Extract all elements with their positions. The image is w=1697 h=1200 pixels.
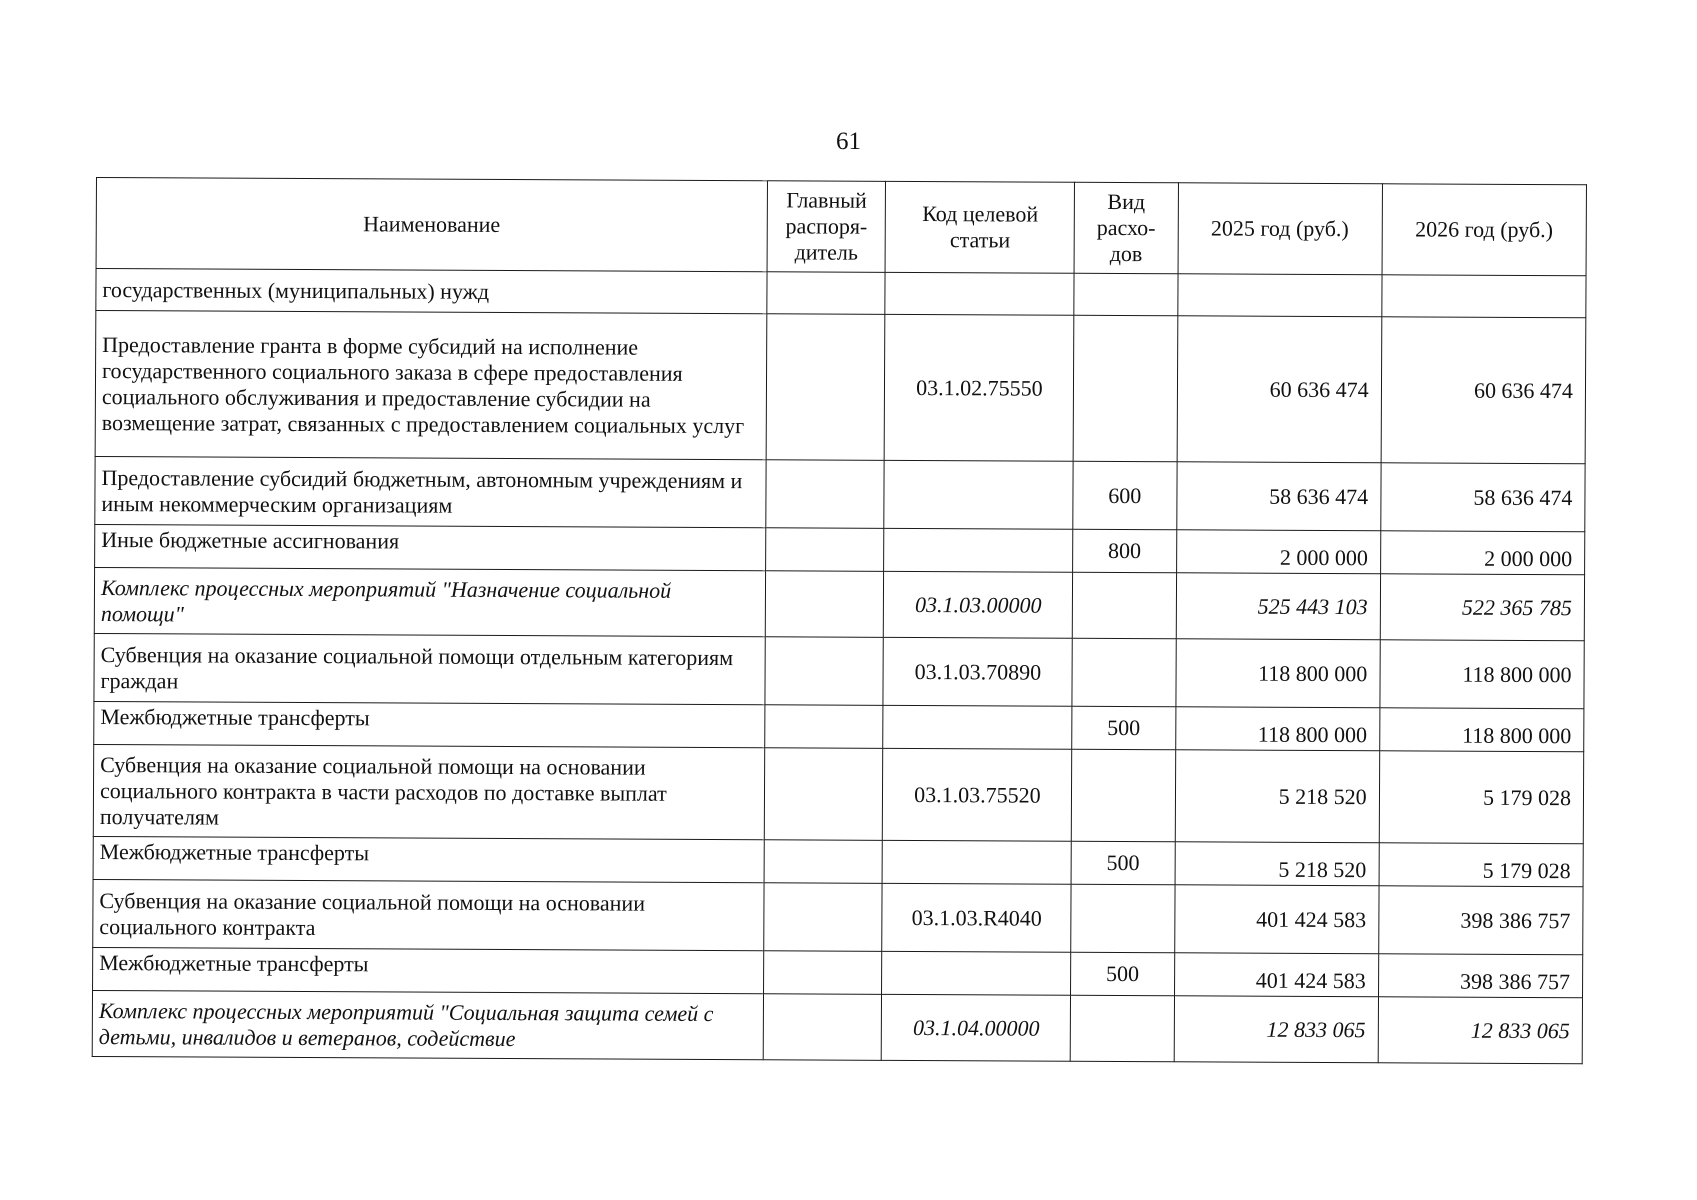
row-code: 03.1.04.00000 (882, 994, 1071, 1061)
table-row (95, 456, 1585, 531)
row-2026: 5 179 028 (1379, 843, 1583, 887)
header-2026: 2026 год (руб.) (1382, 184, 1587, 276)
row-manager (765, 571, 884, 638)
header-name: Наименование (96, 178, 767, 272)
row-name: Иные бюджетные ассигнования (95, 524, 766, 570)
row-2025: 118 800 000 (1175, 707, 1379, 751)
row-type (1072, 749, 1176, 842)
row-type (1070, 995, 1174, 1062)
row-manager (766, 314, 885, 461)
row-type (1071, 884, 1175, 953)
page-number: 61 (836, 128, 861, 155)
table-row (92, 990, 1582, 1063)
row-2026: 118 800 000 (1379, 708, 1583, 752)
row-2025: 401 424 583 (1174, 953, 1378, 997)
row-type: 500 (1072, 706, 1175, 750)
row-manager (763, 951, 882, 995)
header-code: Код целевой статьи (885, 181, 1074, 273)
header-type: Вид расхо-дов (1074, 182, 1178, 274)
row-2025 (1177, 274, 1381, 317)
row-manager (767, 272, 886, 315)
row-name: Комплекс процессных мероприятий "Назначение социальной помощи" (94, 567, 765, 636)
row-name: Комплекс процессных мероприятий "Социальная защита семей с детьми, инвалидов и ветеранов, содействие (92, 990, 763, 1059)
row-type: 500 (1071, 952, 1174, 996)
table-row (96, 269, 1586, 318)
table-row (93, 836, 1583, 886)
row-code (884, 528, 1073, 572)
row-code (882, 951, 1071, 995)
row-2025: 5 218 520 (1175, 842, 1379, 886)
row-2025: 5 218 520 (1175, 750, 1380, 843)
row-2026: 118 800 000 (1380, 640, 1585, 709)
row-2026: 60 636 474 (1381, 317, 1586, 464)
row-manager (763, 994, 882, 1061)
row-type (1073, 572, 1177, 639)
row-code: 03.1.02.75550 (885, 314, 1075, 461)
row-manager (765, 705, 884, 749)
row-2025: 58 636 474 (1176, 462, 1381, 531)
row-type (1073, 315, 1177, 462)
table-row (94, 567, 1584, 640)
row-manager (764, 840, 883, 884)
row-code: 03.1.03.00000 (884, 571, 1073, 638)
row-type: 500 (1071, 841, 1174, 885)
row-2025: 60 636 474 (1177, 316, 1382, 463)
table-row (93, 879, 1583, 954)
row-type: 800 (1073, 529, 1176, 573)
row-name: Предоставление гранта в форме субсидий на исполнение государственного социального заказа в сфере предоставления социального обслуживания и предоставление субсидии на возмещение затрат, связанных с предоставлением социальных услуг (95, 311, 767, 460)
header-2025: 2025 год (руб.) (1178, 183, 1383, 275)
row-type (1072, 638, 1176, 707)
row-2025: 118 800 000 (1175, 639, 1380, 708)
row-name: Межбюджетные трансферты (93, 836, 764, 882)
budget-table-container (92, 177, 1587, 1064)
row-name: Межбюджетные трансферты (94, 701, 765, 747)
row-name: Субвенция на оказание социальной помощи на основании социального контракта (93, 879, 764, 950)
row-manager (765, 637, 884, 706)
row-2026: 398 386 757 (1378, 954, 1582, 998)
table-row (95, 311, 1586, 464)
row-manager (765, 528, 884, 572)
row-code (884, 460, 1073, 529)
header-manager: Главный распоря-дитель (767, 181, 886, 273)
row-2026: 522 365 785 (1380, 574, 1585, 641)
row-type (1074, 273, 1177, 316)
row-2026 (1382, 275, 1586, 318)
table-row (94, 701, 1584, 751)
row-manager (764, 748, 883, 841)
row-2025: 2 000 000 (1176, 530, 1380, 574)
row-name: Субвенция на оказание социальной помощи отдельным категориям граждан (94, 633, 765, 704)
row-type: 600 (1073, 461, 1177, 530)
row-2026: 58 636 474 (1381, 463, 1586, 532)
table-row (94, 633, 1584, 708)
row-code (883, 840, 1072, 884)
table-row (95, 524, 1585, 574)
row-manager (764, 883, 883, 952)
row-name: Субвенция на оказание социальной помощи на основании социального контракта в части расходов по доставке выплат получателям (93, 744, 764, 839)
row-name: Предоставление субсидий бюджетным, автономным учреждениям и иным некоммерческим организациям (95, 456, 766, 527)
row-code: 03.1.03.R4040 (882, 883, 1071, 952)
table-row (93, 744, 1583, 843)
row-code (883, 705, 1072, 749)
row-manager (766, 460, 885, 529)
row-2025: 525 443 103 (1176, 573, 1381, 640)
row-code (885, 272, 1074, 315)
row-2026: 398 386 757 (1378, 886, 1583, 955)
row-code: 03.1.03.75520 (883, 748, 1072, 841)
row-2026: 2 000 000 (1380, 531, 1584, 575)
row-code: 03.1.03.70890 (883, 637, 1072, 706)
budget-table (92, 177, 1587, 1064)
row-2026: 12 833 065 (1378, 997, 1583, 1064)
table-row (93, 947, 1583, 997)
row-2025: 12 833 065 (1174, 996, 1379, 1063)
row-2025: 401 424 583 (1174, 885, 1379, 954)
row-2026: 5 179 028 (1379, 751, 1584, 844)
row-name: государственных (муниципальных) нужд (96, 269, 767, 314)
row-name: Межбюджетные трансферты (93, 947, 764, 993)
table-header-row (96, 178, 1586, 276)
